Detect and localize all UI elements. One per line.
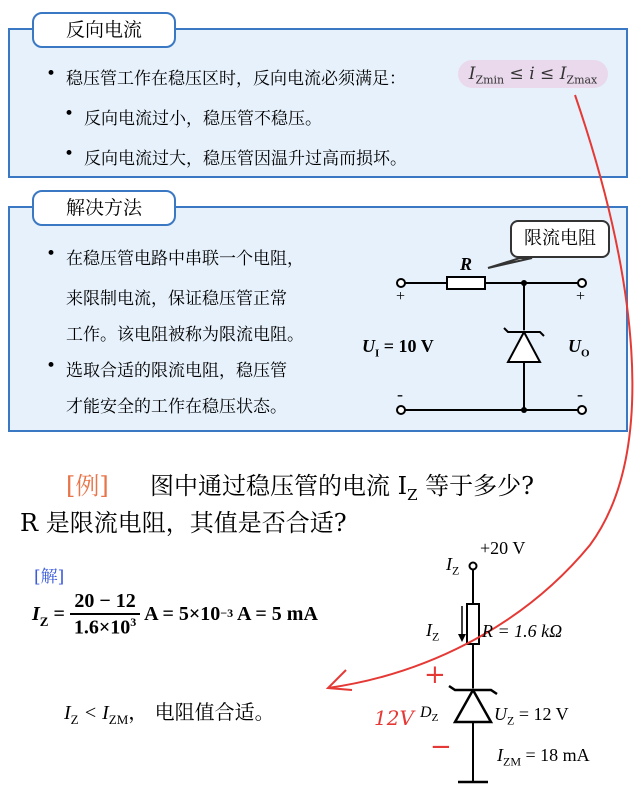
- method-line-2: 来限制电流，保证稳压管正常: [66, 289, 287, 309]
- conclusion-iz-sub: Z: [70, 712, 79, 727]
- ui-sub: I: [375, 347, 380, 360]
- current-too-large-text: 反向电流过大，稳压管因温升过高而损坏。: [84, 149, 407, 169]
- izm-symbol: I: [497, 745, 503, 765]
- method-line-5: 才能安全的工作在稳压状态。: [66, 397, 287, 417]
- input-minus: -: [397, 384, 403, 404]
- iz-top-symbol: I: [446, 554, 452, 574]
- calc-rest: A = 5×10: [140, 603, 221, 626]
- current-limiting-resistor-callout: 限流电阻: [510, 220, 610, 258]
- calc-rest2: A = 5 mA: [233, 603, 318, 626]
- calc-den-exp: 3: [130, 615, 137, 629]
- dz-label: [420, 704, 438, 724]
- formula-lhs-sub: Zmin: [475, 73, 505, 87]
- current-arrow-head: [458, 634, 466, 642]
- formula-le2: ≤: [540, 64, 555, 84]
- formula-le1: ≤: [509, 64, 524, 84]
- uz-value: = 12 V: [514, 704, 569, 724]
- uz-symbol: U: [494, 704, 507, 724]
- formula-rhs-sub: Zmax: [566, 73, 598, 87]
- example-tag: [例]: [66, 472, 109, 500]
- resistor-label: R: [460, 254, 473, 274]
- formula-i: i: [529, 64, 535, 84]
- supply-voltage-label: +20 V: [480, 538, 526, 558]
- calc-den-base: 1.6×10: [73, 616, 131, 639]
- dz-sub: Z: [431, 712, 439, 725]
- conclusion-text: ， 电阻值合适。: [128, 700, 275, 724]
- bullet-dot: •: [46, 64, 57, 84]
- conclusion-iz: I: [64, 702, 71, 724]
- output-plus: +: [576, 288, 586, 305]
- method-line-1: 在稳压管电路中串联一个电阻，: [66, 249, 304, 269]
- resistor-value-label: R = 1.6 kΩ: [482, 621, 563, 641]
- conclusion-izm-sub: ZM: [108, 712, 129, 727]
- uo-symbol: U: [568, 336, 581, 356]
- calc-numerator: 20 − 12: [70, 590, 139, 615]
- iz-top-label: [446, 554, 459, 579]
- reverse-current-tab: 反向电流: [32, 12, 176, 48]
- method-line-4: 选取合适的限流电阻，稳压管: [66, 361, 287, 381]
- ui-symbol: U: [362, 336, 375, 356]
- calc-rest-exp: −3: [220, 606, 234, 620]
- conclusion-lt: < I: [78, 702, 109, 724]
- solution-tag: [解]: [34, 567, 65, 587]
- example-question-line-2: R 是限流电阻，其值是否合适?: [20, 509, 347, 537]
- calc-eq: =: [48, 603, 70, 626]
- iz-top-sub: Z: [452, 563, 460, 578]
- zener-diode-symbol: [455, 690, 491, 722]
- bullet-dot: •: [46, 244, 57, 264]
- calc-lhs: I: [32, 603, 40, 626]
- handwritten-minus: −: [430, 732, 452, 762]
- question-sub: Z: [407, 485, 418, 504]
- bullet-dot: •: [64, 104, 75, 124]
- izm-sub: ZM: [503, 754, 521, 769]
- reverse-current-condition: 稳压管工作在稳压区时，反向电流必须满足：: [66, 69, 406, 89]
- iz-arrow-sub: Z: [432, 629, 440, 644]
- izm-value: = 18 mA: [521, 745, 590, 765]
- ui-value: = 10 V: [379, 336, 434, 356]
- izm-label: [497, 745, 590, 770]
- handwritten-plus: +: [424, 660, 446, 690]
- uz-sub: Z: [507, 713, 515, 728]
- question-end: 等于多少?: [417, 472, 535, 500]
- handwritten-12v: 12V: [374, 706, 414, 730]
- formula-lhs: I: [468, 64, 476, 84]
- solution-method-tab: 解决方法: [32, 190, 176, 226]
- iz-arrow-label: [426, 620, 439, 645]
- uz-label: [494, 704, 569, 729]
- bullet-dot: •: [64, 144, 75, 164]
- output-minus: -: [577, 384, 583, 404]
- iz-arrow-symbol: I: [426, 620, 432, 640]
- formula-rhs: I: [559, 64, 567, 84]
- bullet-dot: •: [46, 356, 57, 376]
- dz-symbol: D: [420, 704, 432, 721]
- uo-sub: O: [581, 347, 590, 360]
- current-too-small-text: 反向电流过小，稳压管不稳压。: [84, 109, 322, 129]
- annotation-arrow: [328, 95, 632, 688]
- supply-terminal: [470, 563, 477, 570]
- calc-lhs-sub: Z: [39, 613, 49, 629]
- question-text: 图中通过稳压管的电流 I: [150, 472, 408, 500]
- input-plus: +: [396, 288, 406, 305]
- method-line-3: 工作。该电阻被称为限流电阻。: [66, 325, 304, 345]
